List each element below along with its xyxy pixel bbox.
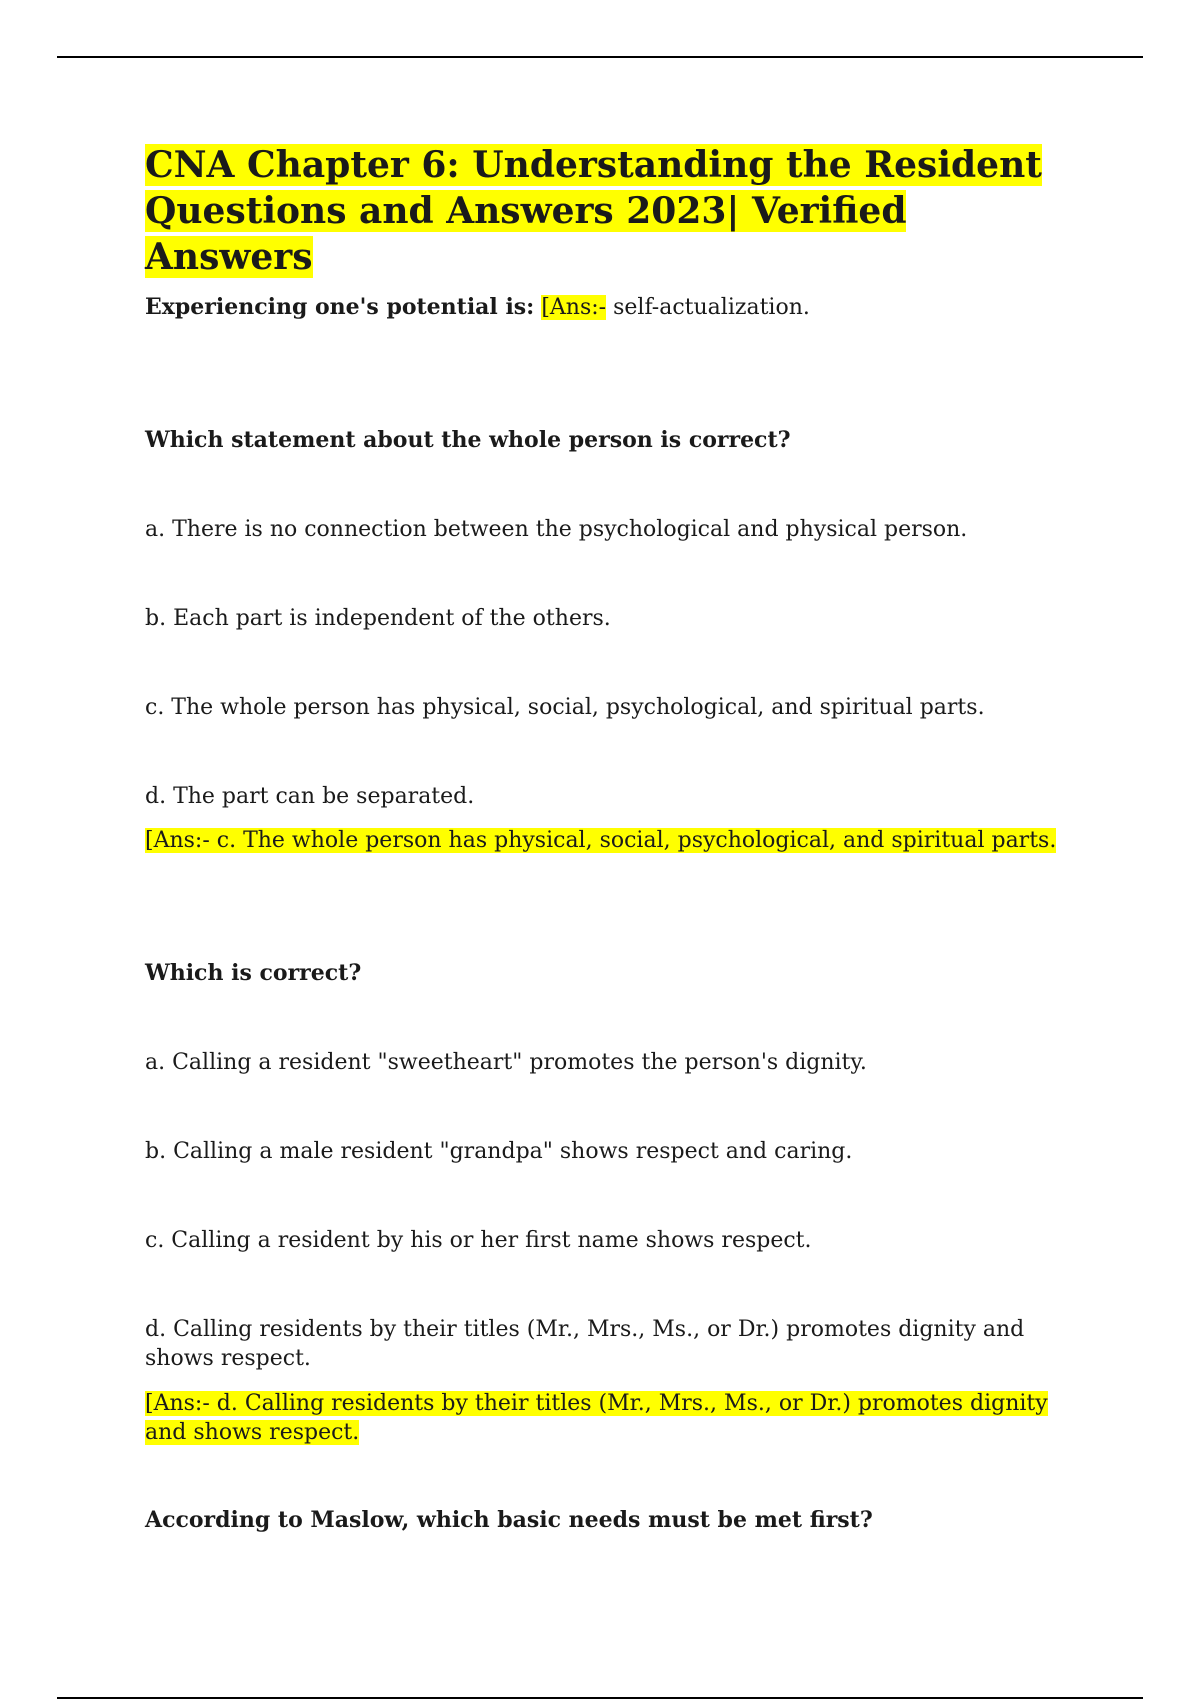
question-2-option-b: b. Each part is independent of the others. <box>145 606 611 631</box>
question-3-option-a: a. Calling a resident "sweetheart" promotes the person's dignity. <box>145 1050 867 1075</box>
top-rule <box>57 56 1143 58</box>
question-3-option-b: b. Calling a male resident "grandpa" shows respect and caring. <box>145 1139 853 1164</box>
question-2-answer <box>145 826 1075 855</box>
question-4 <box>145 1506 1075 1535</box>
question-3-answer-text: [Ans:- d. Calling residents by their titles (Mr., Mrs., Ms., or Dr.) promotes dignity and shows respect. <box>145 1391 1048 1445</box>
question-1-answer-text: self-actualization. <box>613 295 810 320</box>
question-2-option-a: a. There is no connection between the psychological and physical person. <box>145 517 968 542</box>
question-3-option-c: c. Calling a resident by his or her first name shows respect. <box>145 1228 812 1253</box>
question-3-option-d: d. Calling residents by their titles (Mr., Mrs., Ms., or Dr.) promotes dignity and shows respect. <box>145 1317 1025 1371</box>
question-1 <box>145 293 1075 322</box>
title-line-1: CNA Chapter 6: Understanding the Resident <box>145 144 1042 186</box>
document-body <box>145 142 1075 1533</box>
question-1-answer-marker: [Ans:- <box>541 295 607 320</box>
question-2-option-d: d. The part can be separated. <box>145 784 475 809</box>
question-2 <box>145 426 1075 455</box>
question-3-prompt: Which is correct? <box>145 960 362 986</box>
question-2-answer-text: [Ans:- c. The whole person has physical, social, psychological, and spiritual parts. <box>145 828 1057 853</box>
bottom-rule <box>57 1697 1143 1699</box>
question-2-prompt: Which statement about the whole person is correct? <box>145 427 791 453</box>
question-3-answer <box>145 1389 1075 1447</box>
title-line-2: Questions and Answers 2023| Verified Answers <box>145 190 907 278</box>
question-2-option-c: c. The whole person has physical, social, psychological, and spiritual parts. <box>145 695 985 720</box>
question-1-prompt: Experiencing one's potential is: <box>145 294 535 320</box>
question-3 <box>145 959 1075 988</box>
document-title <box>145 142 1075 280</box>
question-4-prompt: According to Maslow, which basic needs must be met first? <box>145 1507 873 1533</box>
